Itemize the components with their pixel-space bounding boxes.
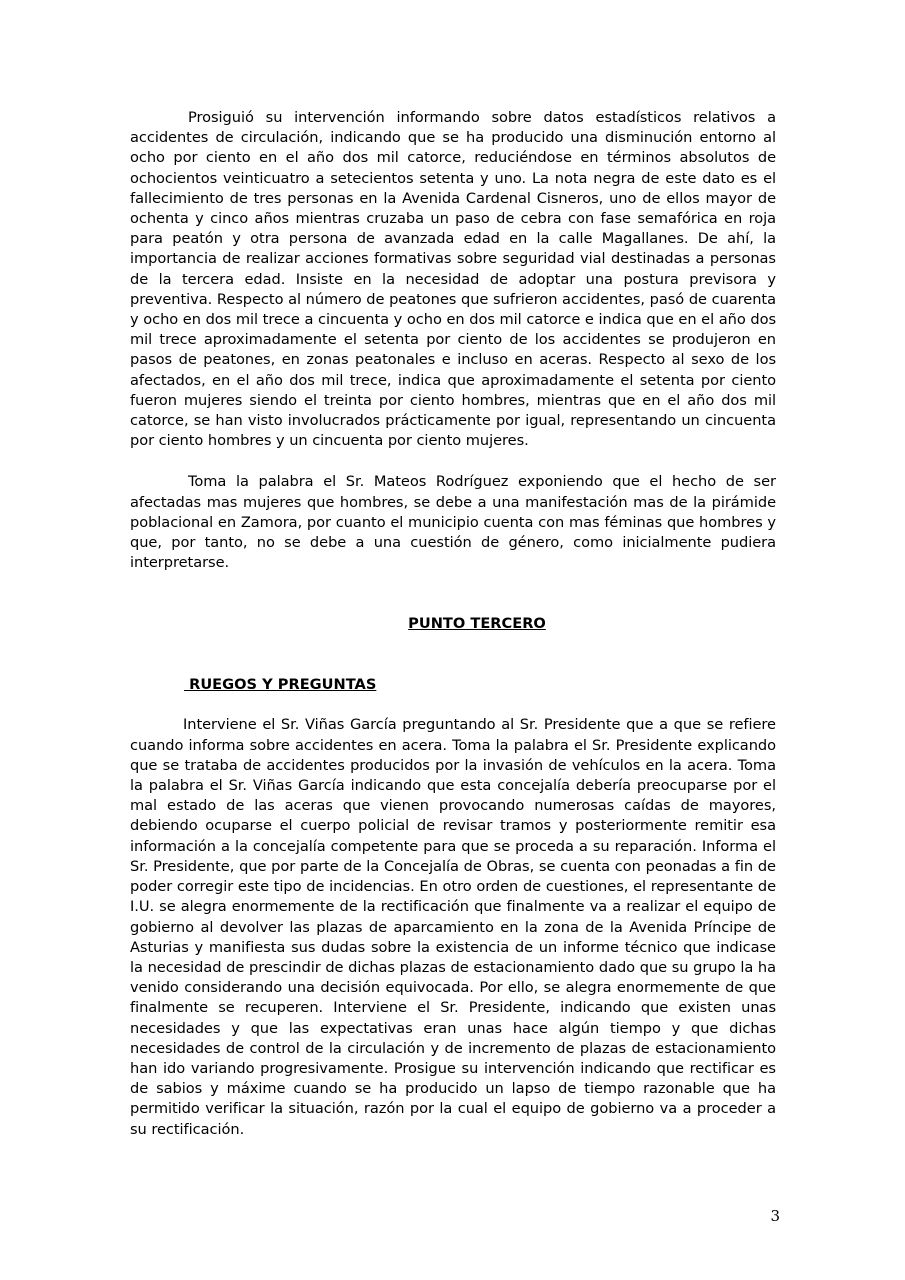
paragraph-mateos-rodriguez: Toma la palabra el Sr. Mateos Rodríguez exponiendo que el hecho de ser afectadas mas mujeres que hombres, se debe a una manifestación mas de la pirámide poblacional en Zamora, por cuanto el municipio cuenta con mas féminas que hombres y que, por tanto, no se debe a una cuestión de género, como inicialmente pudiera interpretarse. (130, 473, 776, 572)
paragraph-statistics: Prosiguió su intervención informando sobre datos estadísticos relativos a accidentes de circulación, indicando que se ha producido una disminución entorno al ocho por ciento en el año dos mil catorce, reduciéndose en términos absolutos de ochocientos veinticuatro a setecientos setenta y uno. La nota negra de este dato es el fallecimiento de tres personas en la Avenida Cardenal Cisneros, uno de ellos mayor de ochenta y cinco años mientras cruzaba un paso de cebra con fase semafórica en roja para peatón y otra persona de avanzada edad en la calle Magallanes. De ahí, la importancia de realizar acciones formativas sobre seguridad vial destinadas a personas de la tercera edad. Insiste en la necesidad de adoptar una postura previsora y preventiva. Respecto al número de peatones que sufrieron accidentes, pasó de cuarenta y ocho en dos mil trece a cincuenta y ocho en dos mil catorce e indica que en el año dos mil trece aproximadamente el setenta por ciento de los accidentes se produjeron en pasos de peatones, en zonas peatonales e incluso en aceras. Respecto al sexo de los afectados, en el año dos mil trece, indica que aproximadamente el setenta por ciento fueron mujeres siendo el treinta por ciento hombres, mientras que en el año dos mil catorce, se han visto involucrados prácticamente por igual, representando un cincuenta por ciento hombres y un cincuenta por ciento mujeres. (130, 109, 776, 450)
document-page (130, 108, 776, 1140)
page-number: 3 (770, 1207, 780, 1225)
paragraph-ruegos-preguntas: Interviene el Sr. Viñas García preguntando al Sr. Presidente que a que se refiere cuando informa sobre accidentes en acera. Toma la palabra el Sr. Presidente explicando que se trataba de accidentes producidos por la invasión de vehículos en la acera. Toma la palabra el Sr. Viñas García indicando que esta concejalía debería preocuparse por el mal estado de las aceras que vienen provocando numerosas caídas de mayores, debiendo ocuparse el cuerpo policial de revisar tramos y posteriormente remitir esa información a la concejalía competente para que se proceda a su reparación. Informa el Sr. Presidente, que por parte de la Concejalía de Obras, se cuenta con peonadas a fin de poder corregir este tipo de incidencias. En otro orden de cuestiones, el representante de I.U. se alegra enormemente de la rectificación que finalmente va a realizar el equipo de gobierno al devolver las plazas de aparcamiento en la zona de la Avenida Príncipe de Asturias y manifiesta sus dudas sobre la existencia de un informe técnico que indicase la necesidad de prescindir de dichas plazas de estacionamiento dado que su grupo la ha venido considerando una decisión equivocada. Por ello, se alegra enormemente de que finalmente se recuperen. Interviene el Sr. Presidente, indicando que existen unas necesidades y que las expectativas eran unas hace algún tiempo y que dichas necesidades de control de la circulación y de incremento de plazas de estacionamiento han ido variando progresivamente. Prosigue su intervención indicando que rectificar es de sabios y máxime cuando se ha producido un lapso de tiempo razonable que ha permitido verificar la situación, razón por la cual el equipo de gobierno va a proceder a su rectificación. (130, 716, 776, 1138)
section-heading: PUNTO TERCERO (408, 615, 546, 633)
subsection-heading: RUEGOS Y PREGUNTAS (184, 676, 377, 694)
